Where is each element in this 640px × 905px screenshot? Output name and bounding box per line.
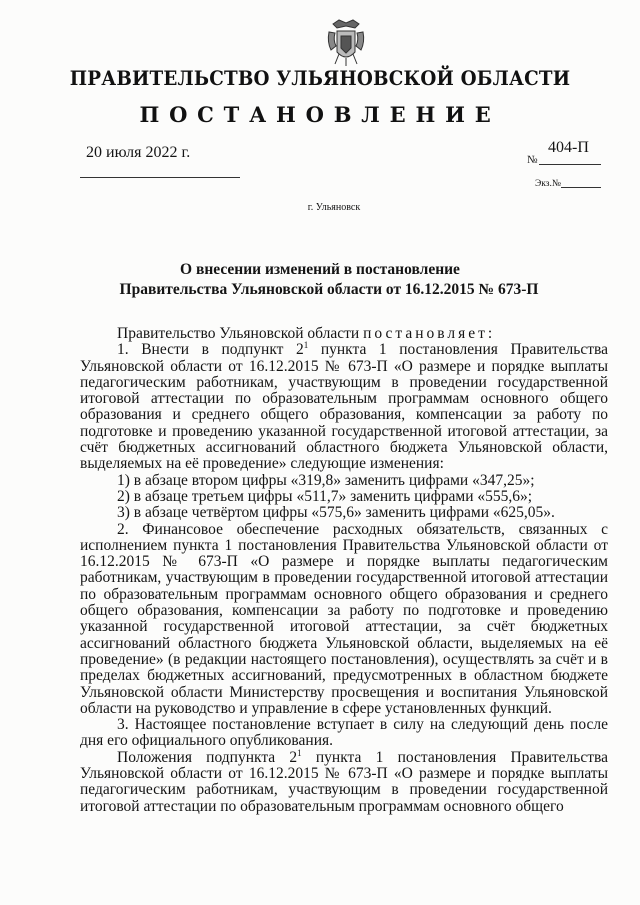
paragraph-3: 3. Настоящее постановление вступает в силу на следующий день после дня его официального опубликования. [80, 716, 608, 750]
paragraph-4-rest: пункта 1 постановления Правительства Ульяновской области от 16.12.2015 № 673-П «О размере и порядке выплаты педагогическим работникам, участвующим в проведении государственной итоговой аттестации по образовательным программам основного общего [80, 748, 608, 815]
paragraph-1-rest: пункта 1 постановления Правительства Ульяновской области от 16.12.2015 № 673-П «О размере и порядке выплаты педагогическим работникам, участвующим в проведении государственной итоговой аттестации по образовательным программам основного общего образования и среднего общего образования, компенсации за работу по подготовке и проведению указанной государственной итоговой аттестации, за счёт бюджетных ассигнований областного бюджета Ульяновской области, выделяемых на её проведение» следующие изменения: [80, 341, 609, 473]
coat-of-arms-emblem [325, 18, 367, 68]
document-type: ПОСТАНОВЛЕНИЕ [139, 102, 501, 127]
paragraph-1-superscript: 1 [303, 340, 309, 351]
intro-prefix: Правительство Ульяновской области [117, 325, 360, 342]
government-title: ПРАВИТЕЛЬСТВО УЛЬЯНОВСКОЙ ОБЛАСТИ [69, 67, 571, 90]
city-name: г. Ульяновск [307, 202, 361, 213]
intro-paragraph [80, 326, 608, 342]
number-label: № [527, 154, 538, 166]
paragraph-4-start: Положения подпункта 2 [117, 748, 298, 766]
copy-number-label: Экз.№ [535, 179, 561, 189]
list-item: 3) в абзаце четвёртом цифры «575,6» заменить цифрами «625,05». [117, 504, 555, 522]
resolution-heading [0, 260, 640, 300]
document-number: 404-П [548, 139, 589, 156]
document-date: 20 июля 2022 г. [86, 144, 191, 161]
paragraph-1-start: 1. Внести в подпункт 2 [117, 341, 304, 359]
intro-resolves: постановляет: [363, 325, 496, 342]
paragraph-2: 2. Финансовое обеспечение расходных обязательств, связанных с исполнением пункта 1 постановления Правительства Ульяновской области от 16.12.2015 № 673-П «О размере и порядке выплаты педагогическим работникам, участвующим в проведении государственной итоговой аттестации по образовательным программам основного общего образования и среднего общего образования, компенсации за работу по подготовке и проведению указанной государственной итоговой аттестации, за счёт бюджетных ассигнований областного бюджета Ульяновской области, выделяемых на её проведение» (в редакции настоящего постановления), осуществлять за счёт и в пределах бюджетных ассигнований, предусмотренных в областном бюджете Ульяновской области Министерству просвещения и воспитания Ульяновской области на руководство и управление в сфере установленных функций. [80, 520, 608, 717]
list-item: 2) в абзаце третьем цифры «511,7» заменить цифрами «555,6»; [117, 487, 533, 505]
heading-line-1: О внесении изменений в постановление [180, 261, 460, 278]
paragraph-4 [80, 747, 608, 815]
number-underline [539, 164, 601, 165]
resolution-body [80, 326, 608, 815]
paragraph-4-superscript: 1 [297, 747, 302, 758]
paragraph-1 [80, 342, 608, 472]
list-item: 1) в абзаце втором цифры «319,8» заменить цифрами «347,25»; [117, 471, 535, 489]
heading-line-2: Правительства Ульяновской области от 16.12.2015 № 673-П [119, 281, 539, 298]
copy-number-underline [561, 187, 601, 188]
date-underline [80, 177, 240, 178]
